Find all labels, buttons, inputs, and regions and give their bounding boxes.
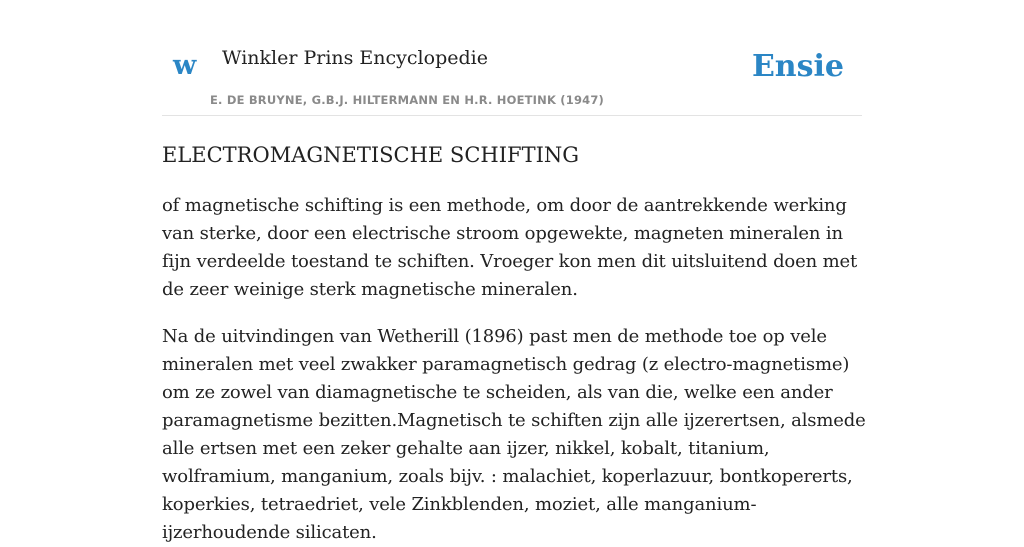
article: [162, 141, 867, 547]
article-paragraph-2: Na de uitvindingen van Wetherill (1896) past men de methode toe op vele mineralen met veel zwakker paramagnetisch gedrag (z electro-magnetisme) om ze zowel van diamagnetische te scheiden, als van die, welke een ander paramagnetisme bezitten.Magnetisch te schiften zijn alle ijzerertsen, alsmede alle ertsen met een zeker gehalte aan ijzer, nikkel, kobalt, titanium, wolframium, manganium, zoals bijv. : malachiet, koperlazuur, bontkopererts, koperkies, tetraedriet, vele Zinkblenden, moziet, alle manganium-ijzerhoudende silicaten.: [162, 326, 866, 543]
source-authors: E. DE BRUYNE, G.B.J. HILTERMANN EN H.R. HOETINK (1947): [210, 93, 605, 107]
article-paragraph-1: of magnetische schifting is een methode, om door de aantrekkende werking van sterke, door een electrische stroom opgewekte, magneten mineralen in fijn verdeelde toestand te schiften. Vroeger kon men dit uitsluitend doen met de zeer weinige sterk magnetische mineralen.: [162, 195, 858, 300]
source-title[interactable]: Winkler Prins Encyclopedie: [222, 47, 488, 69]
article-title: ELECTROMAGNETISCHE SCHIFTING: [162, 143, 580, 167]
ensie-logo[interactable]: Ensie: [751, 49, 844, 84]
winkler-prins-logo[interactable]: w: [173, 50, 197, 81]
source-header: [162, 40, 862, 116]
